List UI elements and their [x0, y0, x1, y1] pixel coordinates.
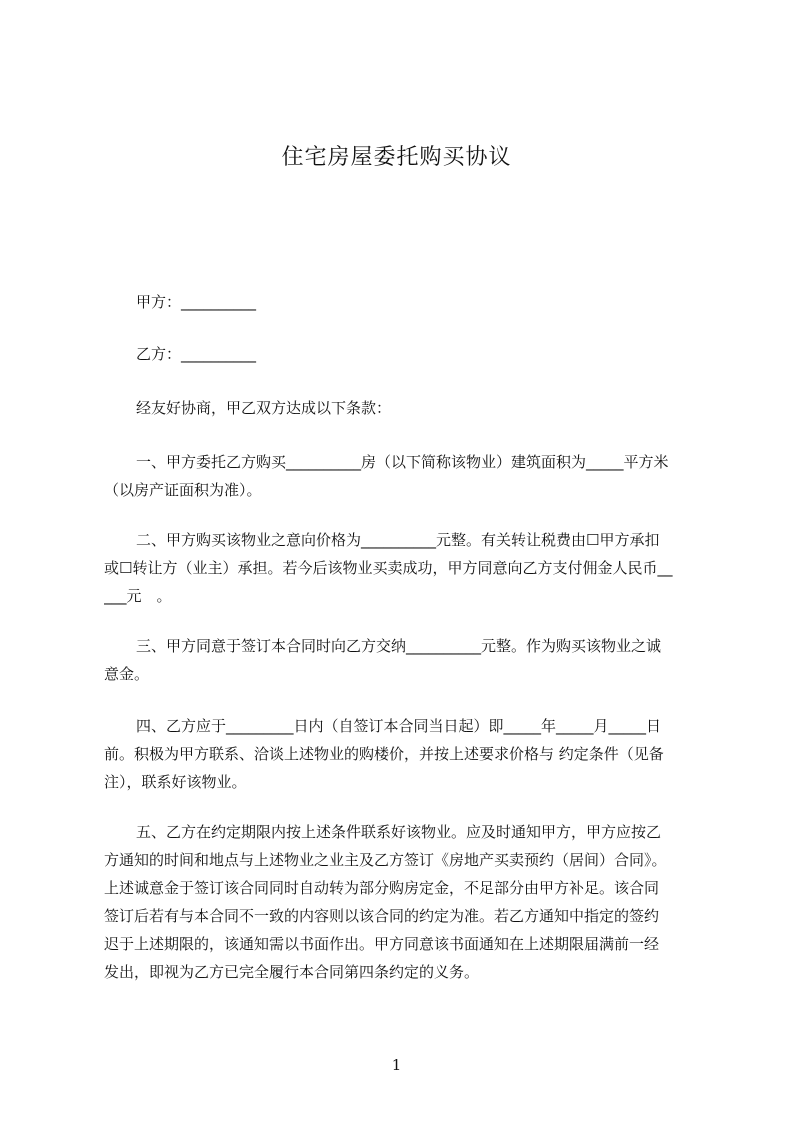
clause-4 — [104, 712, 702, 796]
clause-5-line-6: 发出，即视为乙方已完全履行本合同第四条约定的义务。 — [104, 963, 480, 981]
clause-4-line-1: 四、乙方应于_________日内（自签订本合同当日起）即_____年_____月_____日 — [136, 717, 662, 735]
clause-1-line-1: 一、甲方委托乙方购买__________房（以下简称该物业）建筑面积为_____平方米 — [136, 453, 669, 471]
clause-3-line-2: 意金。 — [104, 665, 150, 683]
document-title: 住宅房屋委托购买协议 — [281, 145, 512, 170]
clause-2-line-2: 或☐转让方（业主）承担。若今后该物业买卖成功，甲方同意向乙方支付佣金人民币__ — [104, 559, 673, 577]
clause-2 — [104, 526, 702, 610]
clause-3-line-1: 三、甲方同意于签订本合同时向乙方交纳__________元整。作为购买该物业之诚 — [136, 637, 662, 655]
clause-4-line-3: 注），联系好该物业。 — [104, 773, 247, 791]
party-b-line: 乙方：__________ — [136, 345, 257, 363]
clause-1-line-2: （以房产证面积为准）。 — [104, 481, 262, 499]
intro-line: 经友好协商，甲乙双方达成以下条款： — [136, 399, 392, 417]
clause-4-line-2: 前。积极为甲方联系、洽谈上述物业的购楼价，并按上述要求价格与 约定条件（见备 — [104, 745, 664, 763]
clause-5-line-4: 签订后若有与本合同不一致的内容则以该合同的约定为准。若乙方通知中指定的签约 — [104, 907, 660, 925]
clause-3 — [104, 632, 702, 688]
party-a-line: 甲方：__________ — [136, 293, 257, 311]
page-number: 1 — [391, 1056, 402, 1074]
clause-2-line-3: ___元 。 — [104, 587, 172, 605]
clause-5-line-1: 五、乙方在约定期限内按上述条件联系好该物业。应及时通知甲方，甲方应按乙 — [136, 823, 662, 841]
clause-1 — [104, 448, 702, 504]
clause-5-line-3: 上述诚意金于签订该合同同时自动转为部分购房定金，不足部分由甲方补足。该合同 — [104, 879, 660, 897]
clause-5-line-2: 方通知的时间和地点与上述物业之业主及乙方签订《房地产买卖预约（居间）合同》。 — [104, 851, 667, 869]
clause-5-line-5: 迟于上述期限的，该通知需以书面作出。甲方同意该书面通知在上述期限届满前一经 — [104, 935, 660, 953]
clause-2-line-1: 二、甲方购买该物业之意向价格为__________元整。有关转让税费由☐甲方承扣 — [136, 531, 660, 549]
clause-5 — [104, 818, 702, 986]
